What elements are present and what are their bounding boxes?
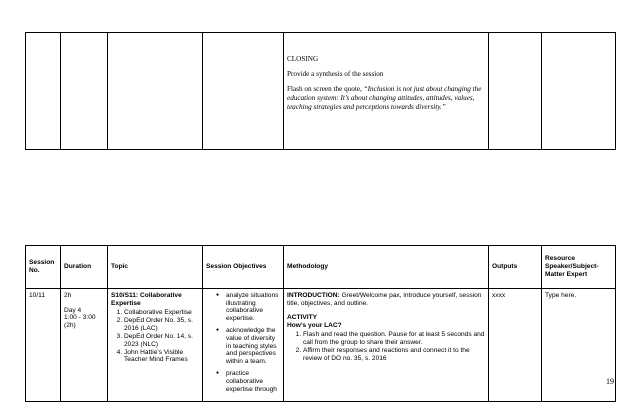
intro-text: Greet/Welcome pax, introduce yourself, session title, objectives, and outline. — [287, 292, 482, 307]
list-item: 1. Collaborative Expertise — [124, 309, 199, 317]
page-number: 19 — [606, 377, 614, 386]
list-item: ● acknowledge the value of diversity in teaching styles and perspectives within a team. — [226, 327, 280, 365]
objectives-list — [216, 292, 280, 393]
header-topic: Topic — [108, 246, 203, 289]
cell-duration — [61, 289, 108, 402]
empty-cell-session — [26, 33, 61, 150]
cell-methodology — [284, 289, 489, 402]
list-item: ● analyze situations illustrating collaborative expertise. — [226, 292, 280, 322]
day-label: Day 4 — [64, 306, 82, 314]
list-item: 4. John Hattie’s Visible Teacher Mind Frames — [124, 349, 199, 364]
header-resource-speaker: Resource Speaker/Subject-Matter Expert — [542, 246, 616, 289]
header-duration: Duration — [61, 246, 108, 289]
list-item: 2. Affirm their responses and reactions and connect it to the review of DO no. 35, s. 2016 — [303, 347, 485, 362]
table-row — [26, 33, 616, 150]
closing-synthesis: Provide a synthesis of the session — [287, 70, 384, 78]
closing-heading: CLOSING — [287, 55, 319, 63]
header-methodology: Methodology — [284, 246, 489, 289]
continued-session-table — [25, 32, 616, 150]
inclusion-quote: “Inclusion is not just about changing the education system: It’s about changing attitudes, attitudes, values, teaching strategies and perceptions towards diversity.” — [287, 85, 482, 111]
hours-note: (2h) — [64, 321, 76, 329]
list-item: ● practice collaborative expertise through — [226, 370, 280, 393]
time-range: 1:00 - 3:00 — [64, 314, 96, 322]
empty-cell-objectives — [203, 33, 284, 150]
header-session-no: Session No. — [26, 246, 61, 289]
empty-cell-topic — [108, 33, 203, 150]
activity-title: How’s your LAC? — [287, 321, 342, 329]
table-row — [26, 289, 616, 402]
header-row — [26, 246, 616, 289]
cell-session-no: 10/11 — [26, 289, 61, 402]
closing-methodology-cell — [284, 33, 489, 150]
session-plan-table — [25, 245, 616, 402]
topic-title: S10/S11: Collaborative Expertise — [111, 292, 182, 307]
header-session-objectives: Session Objectives — [203, 246, 284, 289]
intro-label: INTRODUCTION: — [287, 292, 340, 299]
header-outputs: Outputs — [489, 246, 542, 289]
activity-label: ACTIVITY — [287, 314, 318, 322]
topic-list — [111, 309, 199, 364]
list-item: 1. Flash and read the question. Pause for at least 5 seconds and call from the group to share their answer. — [303, 331, 485, 346]
list-item: 3. DepEd Order No. 14, s. 2023 (NLC) — [124, 333, 199, 348]
duration-value: 2h — [64, 292, 72, 299]
cell-objectives — [203, 289, 284, 402]
quote-intro: Flash on screen the quote, — [287, 85, 364, 93]
cell-resource-speaker[interactable]: Type here. — [542, 289, 616, 402]
cell-outputs: xxxx — [489, 289, 542, 402]
methodology-intro — [287, 292, 485, 307]
empty-cell-resource — [542, 33, 616, 150]
list-item: 2. DepEd Order No. 35, s. 2016 (LAC) — [124, 317, 199, 332]
methodology-steps — [287, 331, 485, 362]
closing-quote-paragraph — [287, 85, 485, 112]
empty-cell-duration — [61, 33, 108, 150]
cell-topic — [108, 289, 203, 402]
empty-cell-outputs — [489, 33, 542, 150]
